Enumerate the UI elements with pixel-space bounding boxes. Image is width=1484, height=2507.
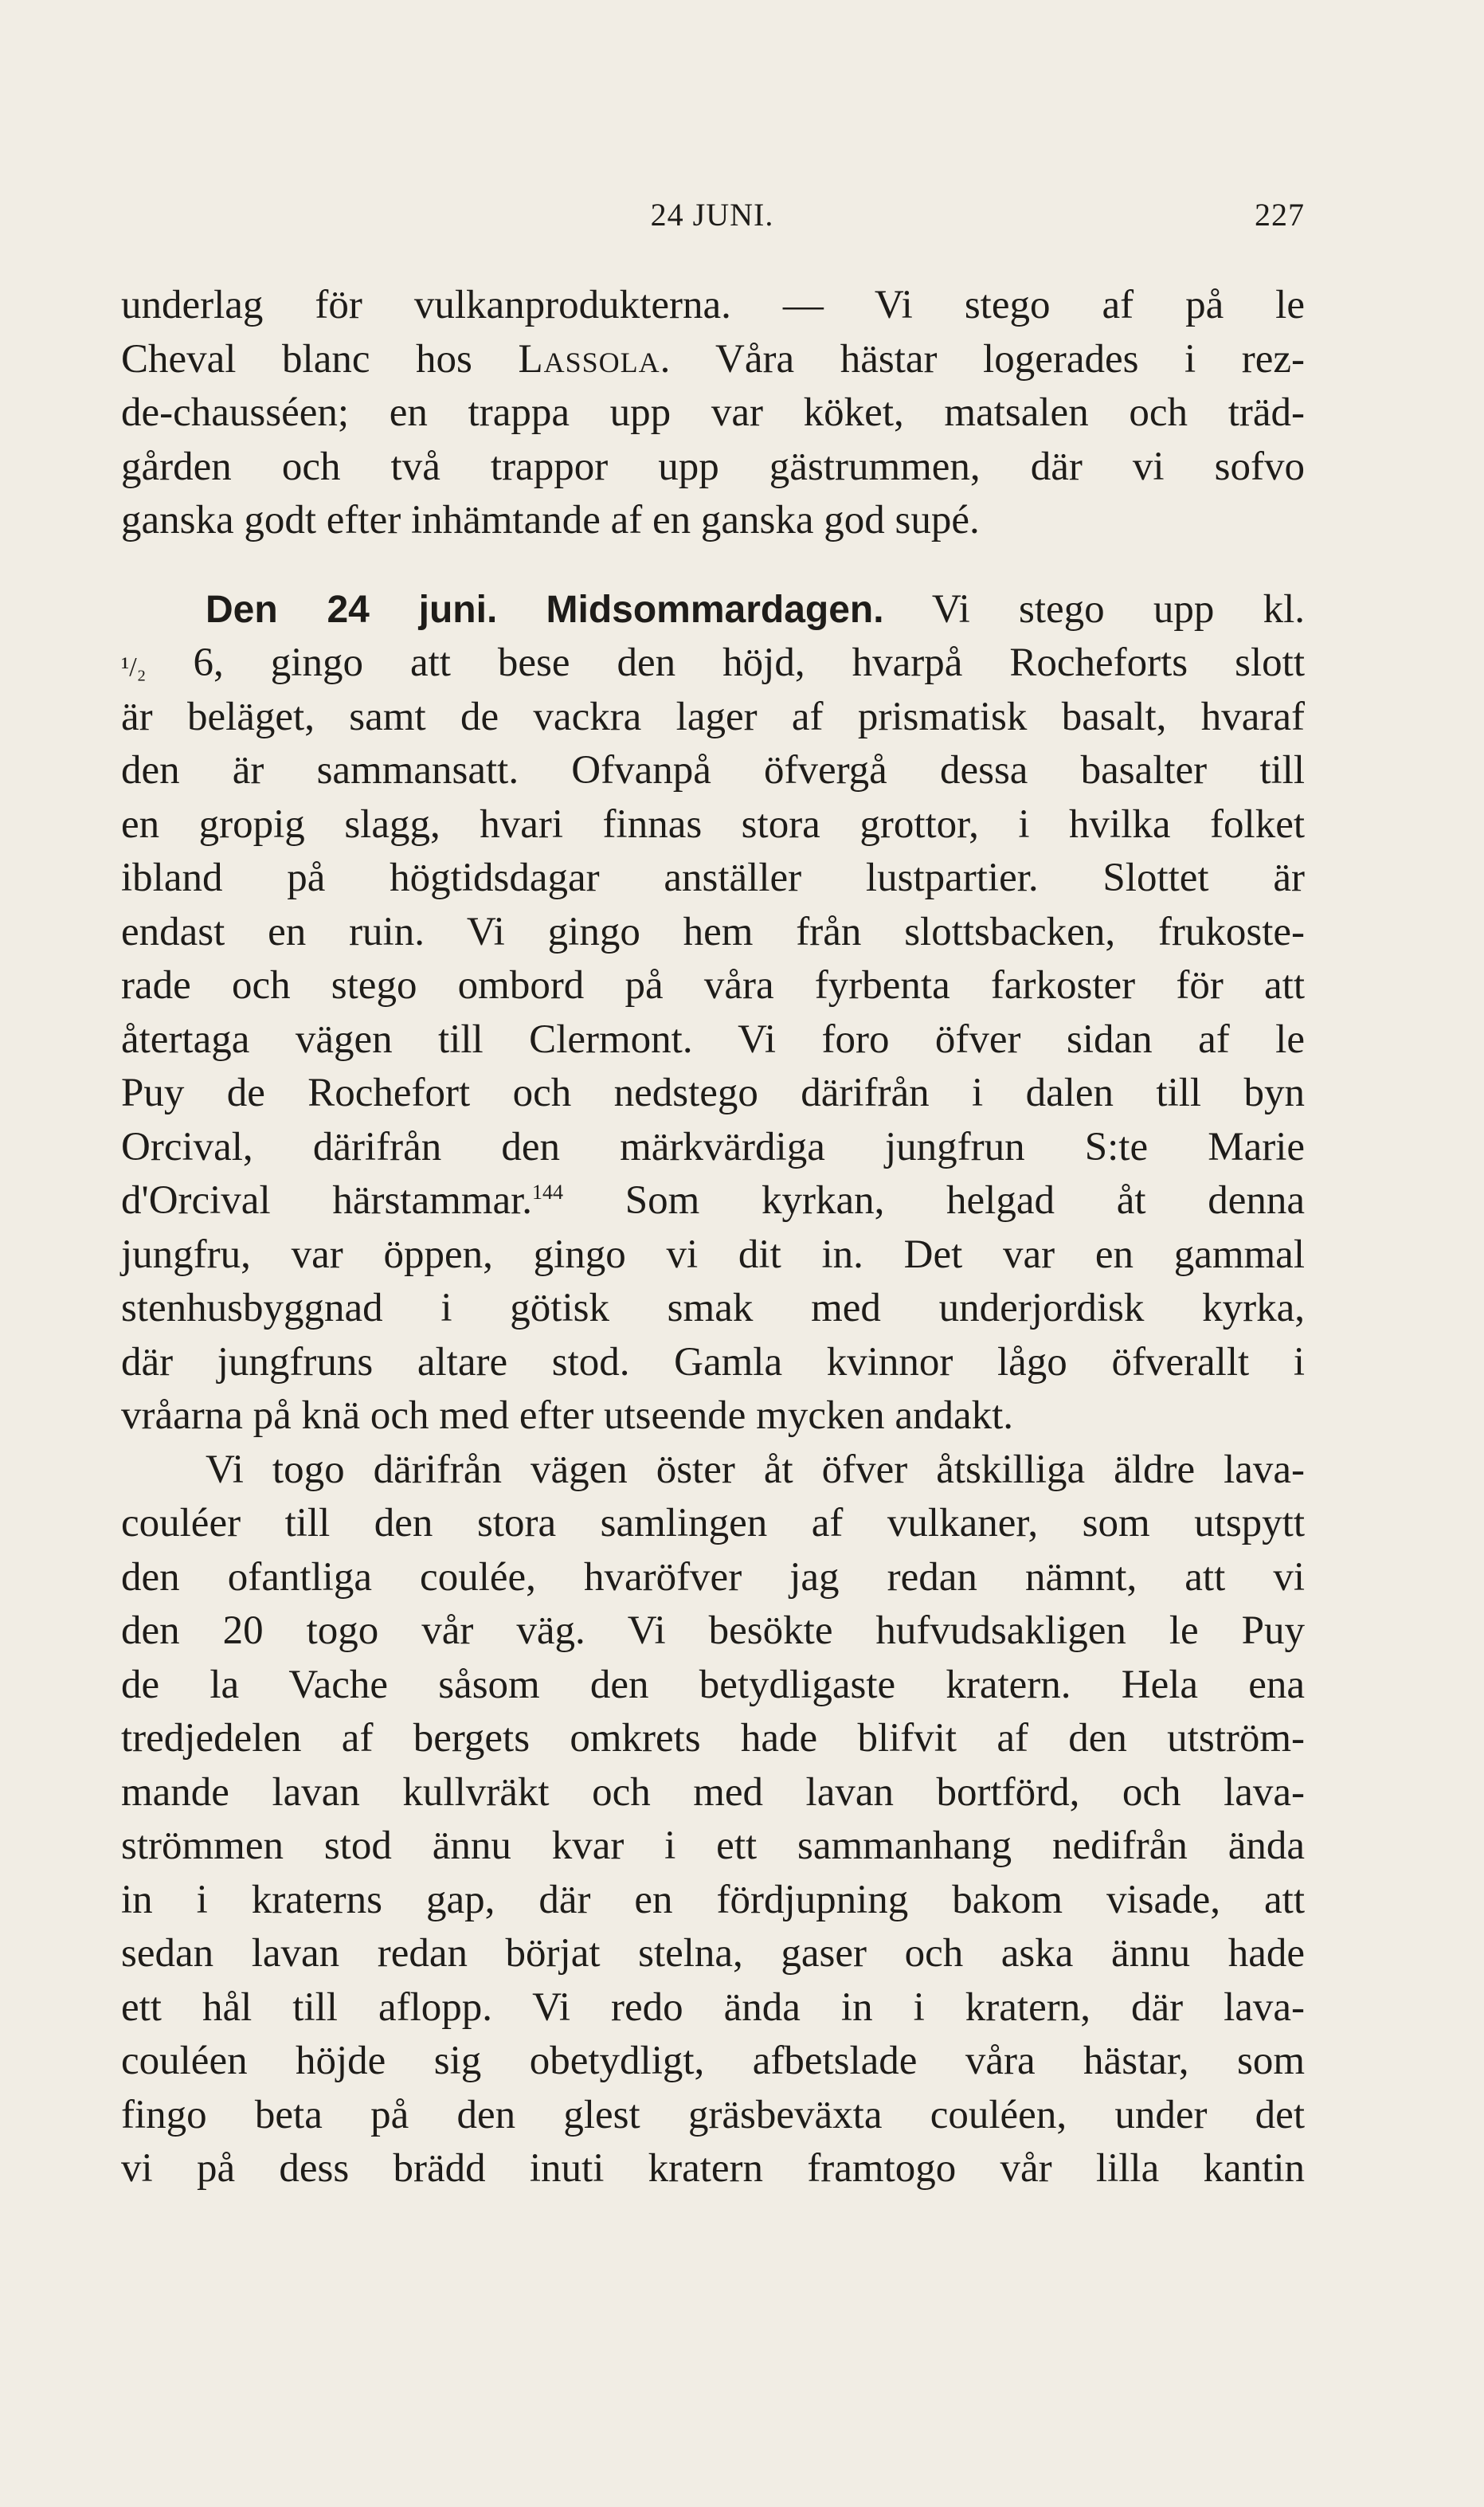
text-line: Orcival, därifrån den märkvärdiga jungfrun S:te Marie (121, 1124, 1305, 1169)
text-span: Vi stego upp kl. (931, 586, 1305, 632)
text-span: 6, gingo att bese den höjd, hvarpå Rocheforts slott (193, 640, 1305, 685)
page-number: 227 (1255, 197, 1305, 233)
fraction: ¹/₂ (121, 652, 147, 682)
text-span: Som kyrkan, helgad åt denna (625, 1178, 1305, 1223)
text-line: jungfru, var öppen, gingo vi dit in. Det var en gammal (121, 1232, 1305, 1277)
text-line: de-chausséen; en trappa upp var köket, matsalen och träd- (121, 390, 1305, 435)
text-line: fingo beta på den glest gräsbeväxta couléen, under det (121, 2092, 1305, 2137)
text-line: gården och två trappor upp gästrummen, där vi sofvo (121, 444, 1305, 489)
text-span: . Våra hästar logerades i rez- (660, 336, 1306, 382)
text-line: där jungfruns altare stod. Gamla kvinnor lågo öfverallt i (121, 1339, 1305, 1385)
running-head (119, 196, 1305, 244)
text-line: stenhusbyggnad i götisk smak med underjordisk kyrka, (121, 1286, 1305, 1330)
text-line: den 20 togo vår väg. Vi besökte hufvudsakligen le Puy (121, 1608, 1305, 1653)
text-line: återtaga vägen till Clermont. Vi foro öfver sidan af le (121, 1017, 1305, 1062)
text-line (121, 1174, 1305, 1228)
text-span: Cheval blanc hos (121, 336, 472, 382)
text-line: den ofantliga coulée, hvaröfver jag redan nämnt, att vi (121, 1554, 1305, 1600)
text-line (121, 333, 1305, 387)
text-line: vråarna på knä och med efter utseende mycken andakt. (121, 1393, 1014, 1438)
text-line: rade och stego ombord på våra fyrbenta farkoster för att (121, 963, 1305, 1008)
text-line: är beläget, samt de vackra lager af prismatisk basalt, hvaraf (121, 694, 1305, 739)
date-heading: Den 24 juni. (206, 588, 498, 631)
day-heading: Midsommardagen. (546, 588, 884, 631)
body-text (121, 279, 1305, 2196)
text-line (121, 1443, 1305, 1498)
text-line (121, 583, 1305, 637)
text-line: couléer till den stora samlingen af vulkaner, som utspytt (121, 1501, 1305, 1545)
text-line: tredjedelen af bergets omkrets hade blifvit af den utström- (121, 1716, 1305, 1761)
text-line: ibland på högtidsdagar anställer lustpartier. Slottet är (121, 856, 1305, 900)
text-span: d'Orcival härstammar. (121, 1178, 532, 1223)
text-line: ett hål till aflopp. Vi redo ända in i kratern, där lava- (121, 1984, 1305, 2030)
text-line: Puy de Rochefort och nedstego därifrån i dalen till byn (121, 1071, 1305, 1115)
text-line: vi på dess brädd inuti kratern framtogo vår lilla kantin (121, 2146, 1305, 2191)
text-line (121, 637, 1305, 691)
text-line: in i kraterns gap, där en fördjupning bakom visade, att (121, 1877, 1305, 1922)
text-line: strömmen stod ännu kvar i ett sammanhang nedifrån ända (121, 1823, 1305, 1868)
text-line: sedan lavan redan börjat stelna, gaser och aska ännu hade (121, 1931, 1305, 1976)
text-line: den är sammansatt. Ofvanpå öfvergå dessa basalter till (121, 748, 1305, 793)
text-line: endast en ruin. Vi gingo hem från slottsbacken, frukoste- (121, 909, 1305, 954)
text-line: ganska godt efter inhämtande af en ganska god supé. (121, 498, 980, 543)
text-line: de la Vache såsom den betydligaste kratern. Hela ena (121, 1662, 1305, 1707)
text-line: mande lavan kullvräkt och med lavan bortförd, och lava- (121, 1769, 1305, 1815)
text-line: underlag för vulkanprodukterna. — Vi stego af på le (121, 283, 1305, 327)
text-span: Vi togo därifrån vägen öster åt öfver åtskilliga äldre lava- (206, 1447, 1305, 1492)
running-head-title: 24 JUNI. (650, 197, 774, 233)
text-line: couléen höjde sig obetydligt, afbetslade våra hästar, som (121, 2039, 1305, 2083)
text-line: en gropig slagg, hvari finnas stora grottor, i hvilka folket (121, 801, 1305, 847)
name-smallcaps: Lassola (518, 336, 660, 382)
footnote-ref[interactable]: 144 (532, 1181, 563, 1204)
